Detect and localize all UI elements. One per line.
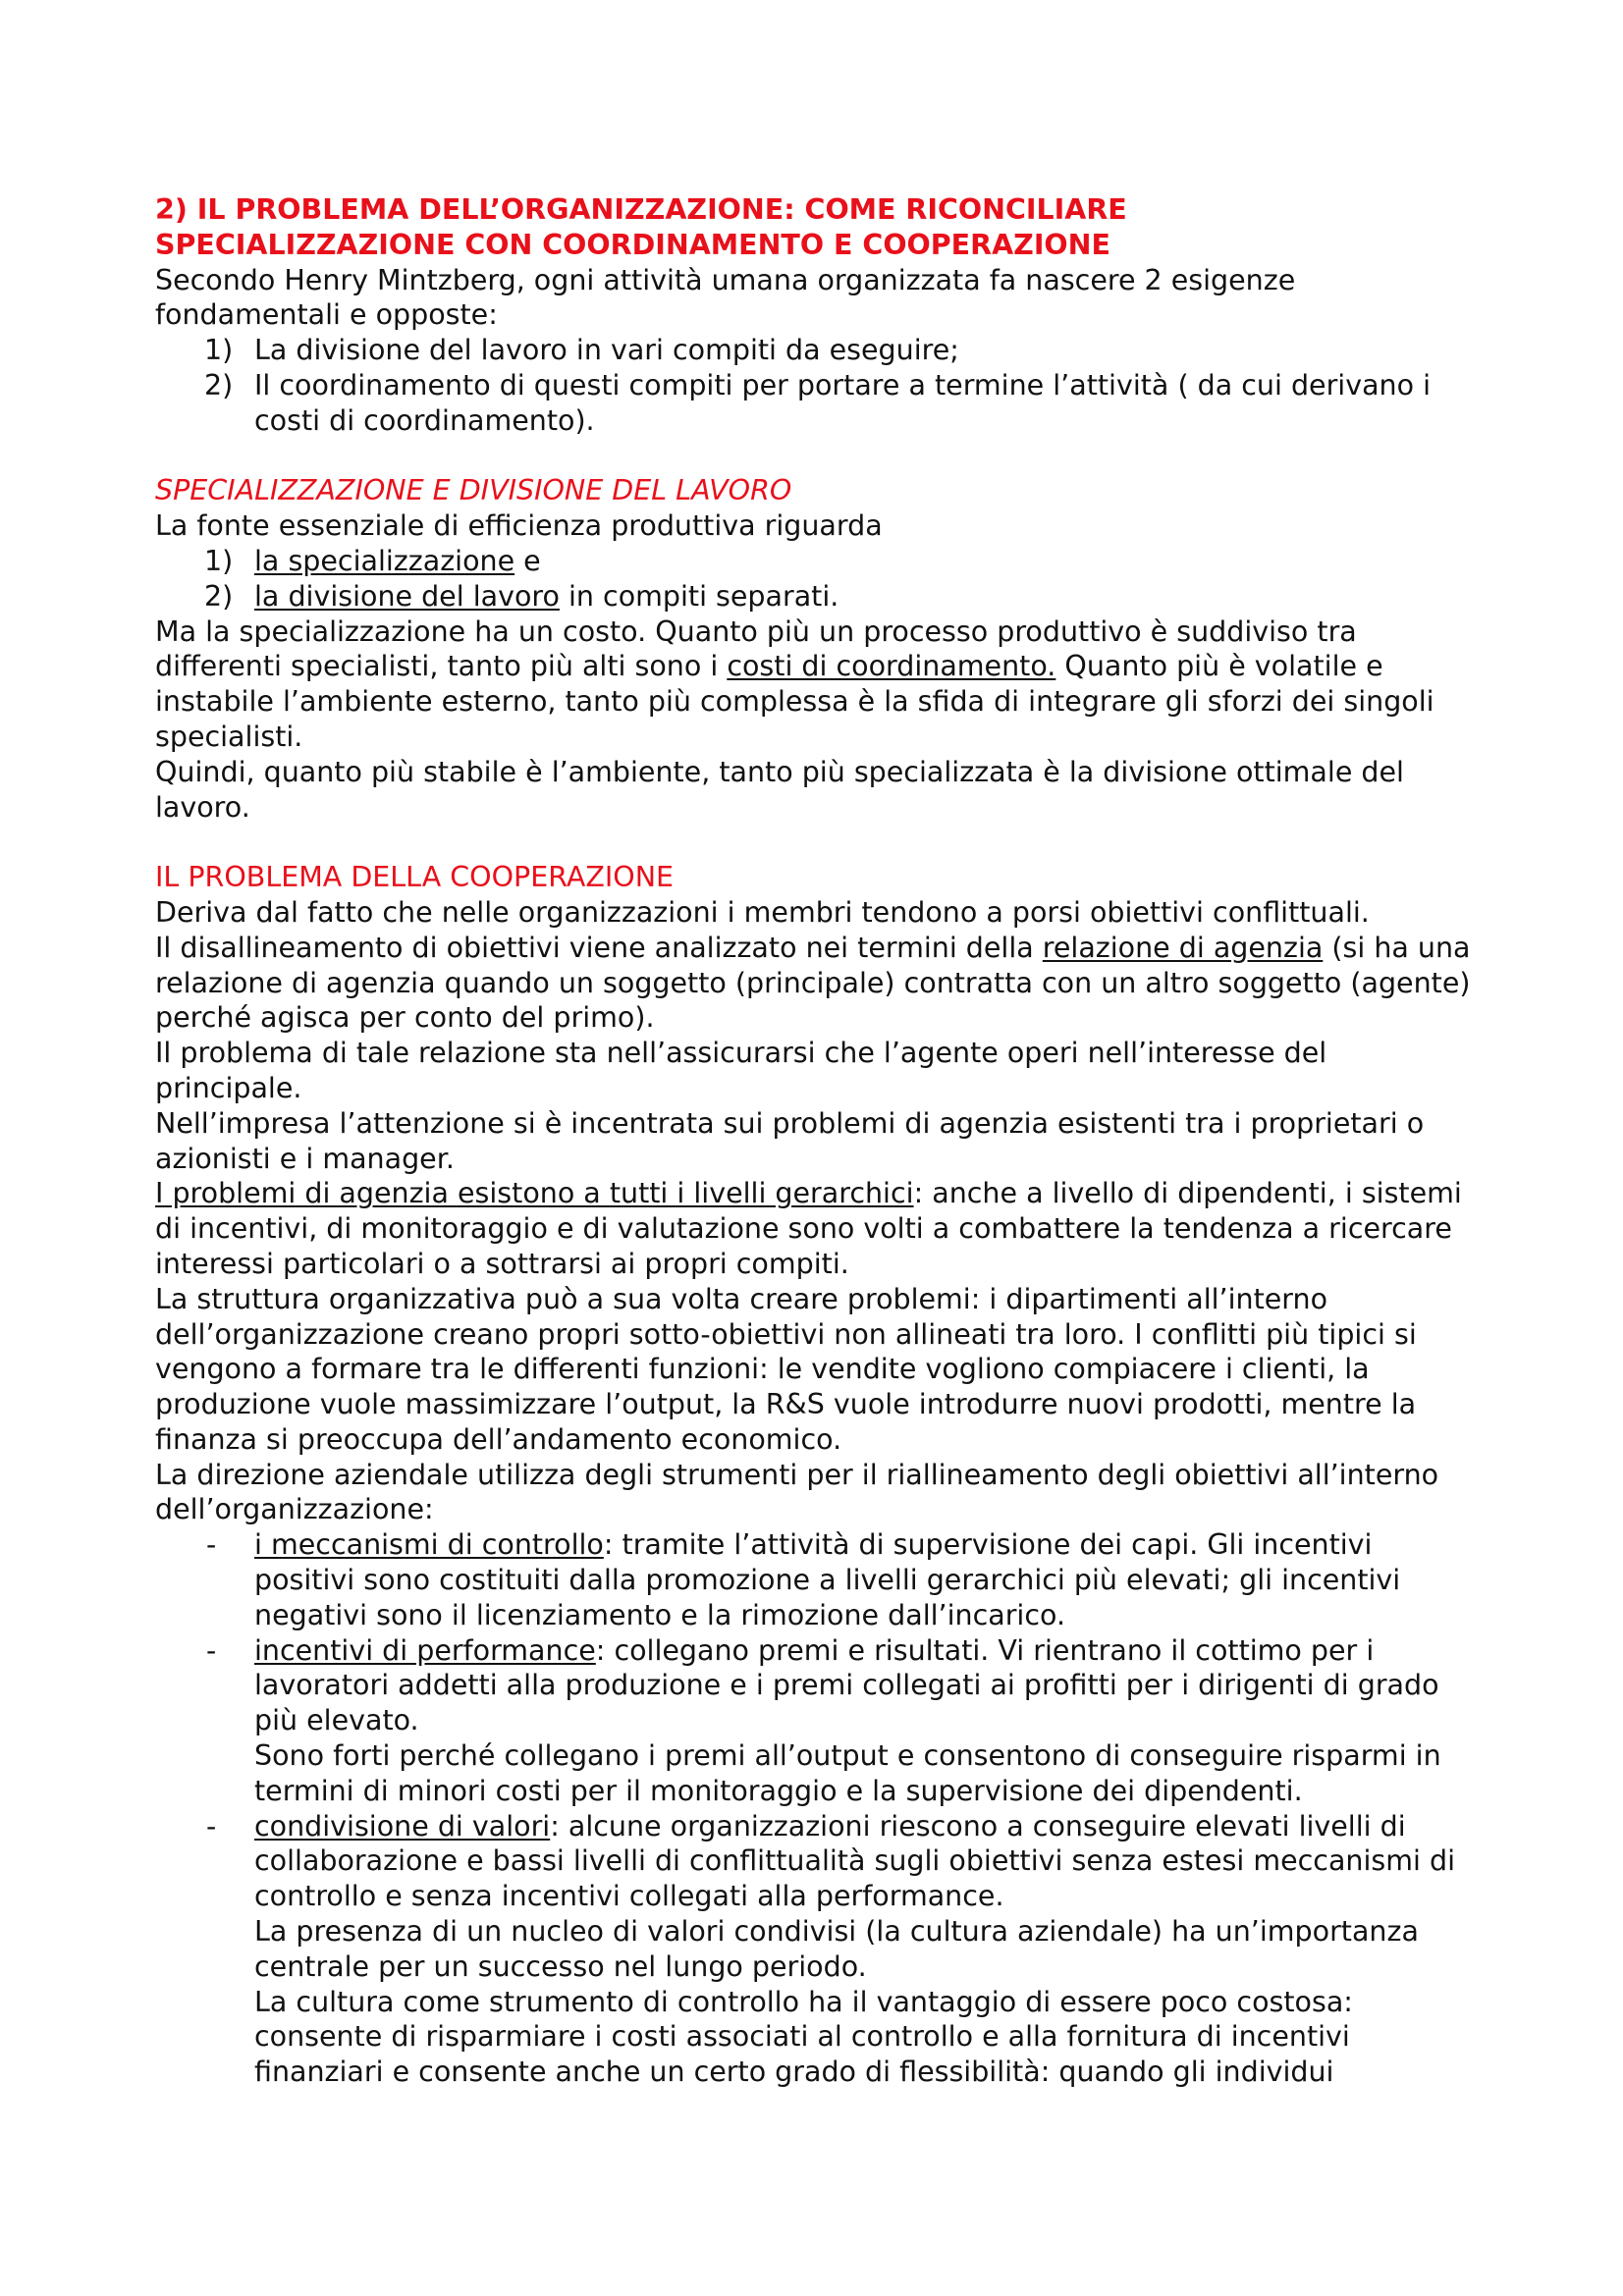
specializzazione-lead: La fonte essenziale di efficienza produttiva riguarda (155, 509, 883, 543)
underlined-term: I problemi di agenzia esistono a tutti i livelli gerarchici (155, 1177, 914, 1210)
list-item-text: in compiti separati. (559, 579, 839, 613)
paragraph-text: : anche a livello di dipendenti, i sistemi di incentivi, di monitoraggio e di valutazione sono volti a combattere la tendenza a ricercare interessi particolari o a sottrarsi ai propri compiti. (155, 1177, 1462, 1280)
cooperazione-paragraph-3: Il problema di tale relazione sta nell’assicurarsi che l’agente operi nell’interesse del principale. (155, 1037, 1327, 1104)
list-marker: - (206, 1633, 217, 1667)
list-item (155, 333, 1481, 368)
list-marker: 1) (204, 544, 234, 577)
cooperazione-paragraph-7: La direzione aziendale utilizza degli strumenti per il riallineamento degli obiettivi all’interno dell’organizzazione: (155, 1458, 1439, 1526)
list-item-text: : collegano premi e risultati. Vi rientrano il cottimo per i lavoratori addetti alla produzione e i premi collegati ai profitti per i dirigenti di grado più elevato. (254, 1633, 1439, 1737)
underlined-term: incentivi di performance (254, 1633, 596, 1667)
list-marker: 1) (204, 334, 234, 367)
list-item-text: : tramite l’attività di supervisione dei capi. Gli incentivi positivi sono costituiti dalla promozione a livelli gerarchici più elevati; gli incentivi negativi sono il licenziamento e la rimozione dall’incarico. (254, 1528, 1401, 1631)
cooperazione-paragraph-4: Nell’impresa l’attenzione si è incentrata sui problemi di agenzia esistenti tra i proprietari o azionisti e i manager. (155, 1106, 1425, 1175)
paragraph-text: Quanto più è volatile e instabile l’ambiente esterno, tanto più complessa è la sfida di integrare gli sforzi dei singoli specialisti. (155, 650, 1434, 753)
list-item-text: La divisione del lavoro in vari compiti da eseguire; (254, 334, 959, 367)
list-item-text: : alcune organizzazioni riescono a conseguire elevati livelli di collaborazione e bassi livelli di conflittualità sugli obiettivi senza estesi meccanismi di controllo e senza incentivi collegati alla performance. (254, 1809, 1455, 1913)
list-item (155, 1527, 1481, 1632)
section-heading-specializzazione: SPECIALIZZAZIONE E DIVISIONE DEL LAVORO (155, 474, 792, 507)
document-page (155, 192, 1481, 2090)
list-item (155, 579, 1481, 614)
page-title-line-2: SPECIALIZZAZIONE CON COORDINAMENTO E COOPERAZIONE (155, 228, 1110, 261)
list-item-text: e (514, 544, 541, 577)
blank-line (155, 439, 1481, 474)
list-item-text: Il coordinamento di questi compiti per portare a termine l’attività ( da cui derivano i costi di coordinamento). (254, 368, 1432, 437)
specializzazione-paragraph-1 (155, 614, 1481, 755)
intro-paragraph: Secondo Henry Mintzberg, ogni attività umana organizzata fa nascere 2 esigenze fondamentali e opposte: (155, 263, 1296, 332)
underlined-term: la divisione del lavoro (254, 579, 560, 613)
underlined-term: relazione di agenzia (1042, 931, 1324, 964)
page-title-line-1: 2) IL PROBLEMA DELL’ORGANIZZAZIONE: COME RICONCILIARE (155, 193, 1127, 226)
list-item-continuation: Sono forti perché collegano i premi all’output e consentono di conseguire risparmi in termini di minori costi per il monitoraggio e la supervisione dei dipendenti. (254, 1739, 1441, 1807)
paragraph-text: Ma la specializzazione ha un costo. Quanto più un processo produttivo è suddiviso tra differenti specialisti, tanto più alti sono i (155, 614, 1357, 683)
cooperazione-paragraph-2 (155, 931, 1481, 1036)
list-item (155, 544, 1481, 579)
list-item (155, 1809, 1481, 2090)
list-item-continuation: La presenza di un nucleo di valori condivisi (la cultura aziendale) ha un’importanza centrale per un successo nel lungo periodo. (254, 1915, 1419, 1983)
blank-line (155, 825, 1481, 860)
list-marker: 2) (204, 368, 234, 401)
tools-list (155, 1527, 1481, 2090)
section-heading-cooperazione: IL PROBLEMA DELLA COOPERAZIONE (155, 861, 675, 894)
underlined-term: i meccanismi di controllo (254, 1528, 604, 1562)
list-item (155, 1633, 1481, 1809)
list-item-continuation: La cultura come strumento di controllo ha il vantaggio di essere poco costosa: consente di risparmiare i costi associati al controllo e alla fornitura di incentivi finanziari e consente anche un certo grado di flessibilità: quando gli individui (254, 1985, 1353, 2089)
list-marker: - (206, 1809, 217, 1842)
specializzazione-list (155, 544, 1481, 614)
paragraph-text: (si ha una relazione di agenzia quando un soggetto (principale) contratta con un altro soggetto (agente) perché agisca per conto del primo). (155, 931, 1471, 1035)
cooperazione-paragraph-1: Deriva dal fatto che nelle organizzazioni i membri tendono a porsi obiettivi conflittuali. (155, 895, 1370, 929)
cooperazione-paragraph-6: La struttura organizzativa può a sua volta creare problemi: i dipartimenti all’interno dell’organizzazione creano propri sotto-obiettivi non allineati tra loro. I conflitti più tipici si vengono a formare tra le differenti funzioni: le vendite vogliono compiacere i clienti, la produzione vuole massimizzare l’output, la R&S vuole introdurre nuovi prodotti, mentre la finanza si preoccupa dell’andamento economico. (155, 1282, 1417, 1456)
specializzazione-paragraph-2: Quindi, quanto più stabile è l’ambiente, tanto più specializzata è la divisione ottimale del lavoro. (155, 755, 1404, 824)
cooperazione-paragraph-5 (155, 1176, 1481, 1281)
list-marker: - (206, 1528, 217, 1562)
intro-list (155, 333, 1481, 438)
list-item (155, 368, 1481, 439)
page-title (155, 192, 1481, 263)
paragraph-text: Il disallineamento di obiettivi viene analizzato nei termini della (155, 931, 1043, 964)
list-marker: 2) (204, 579, 234, 613)
underlined-term: condivisione di valori (254, 1809, 551, 1842)
underlined-term: la specializzazione (254, 544, 515, 577)
underlined-term: costi di coordinamento. (727, 650, 1056, 683)
